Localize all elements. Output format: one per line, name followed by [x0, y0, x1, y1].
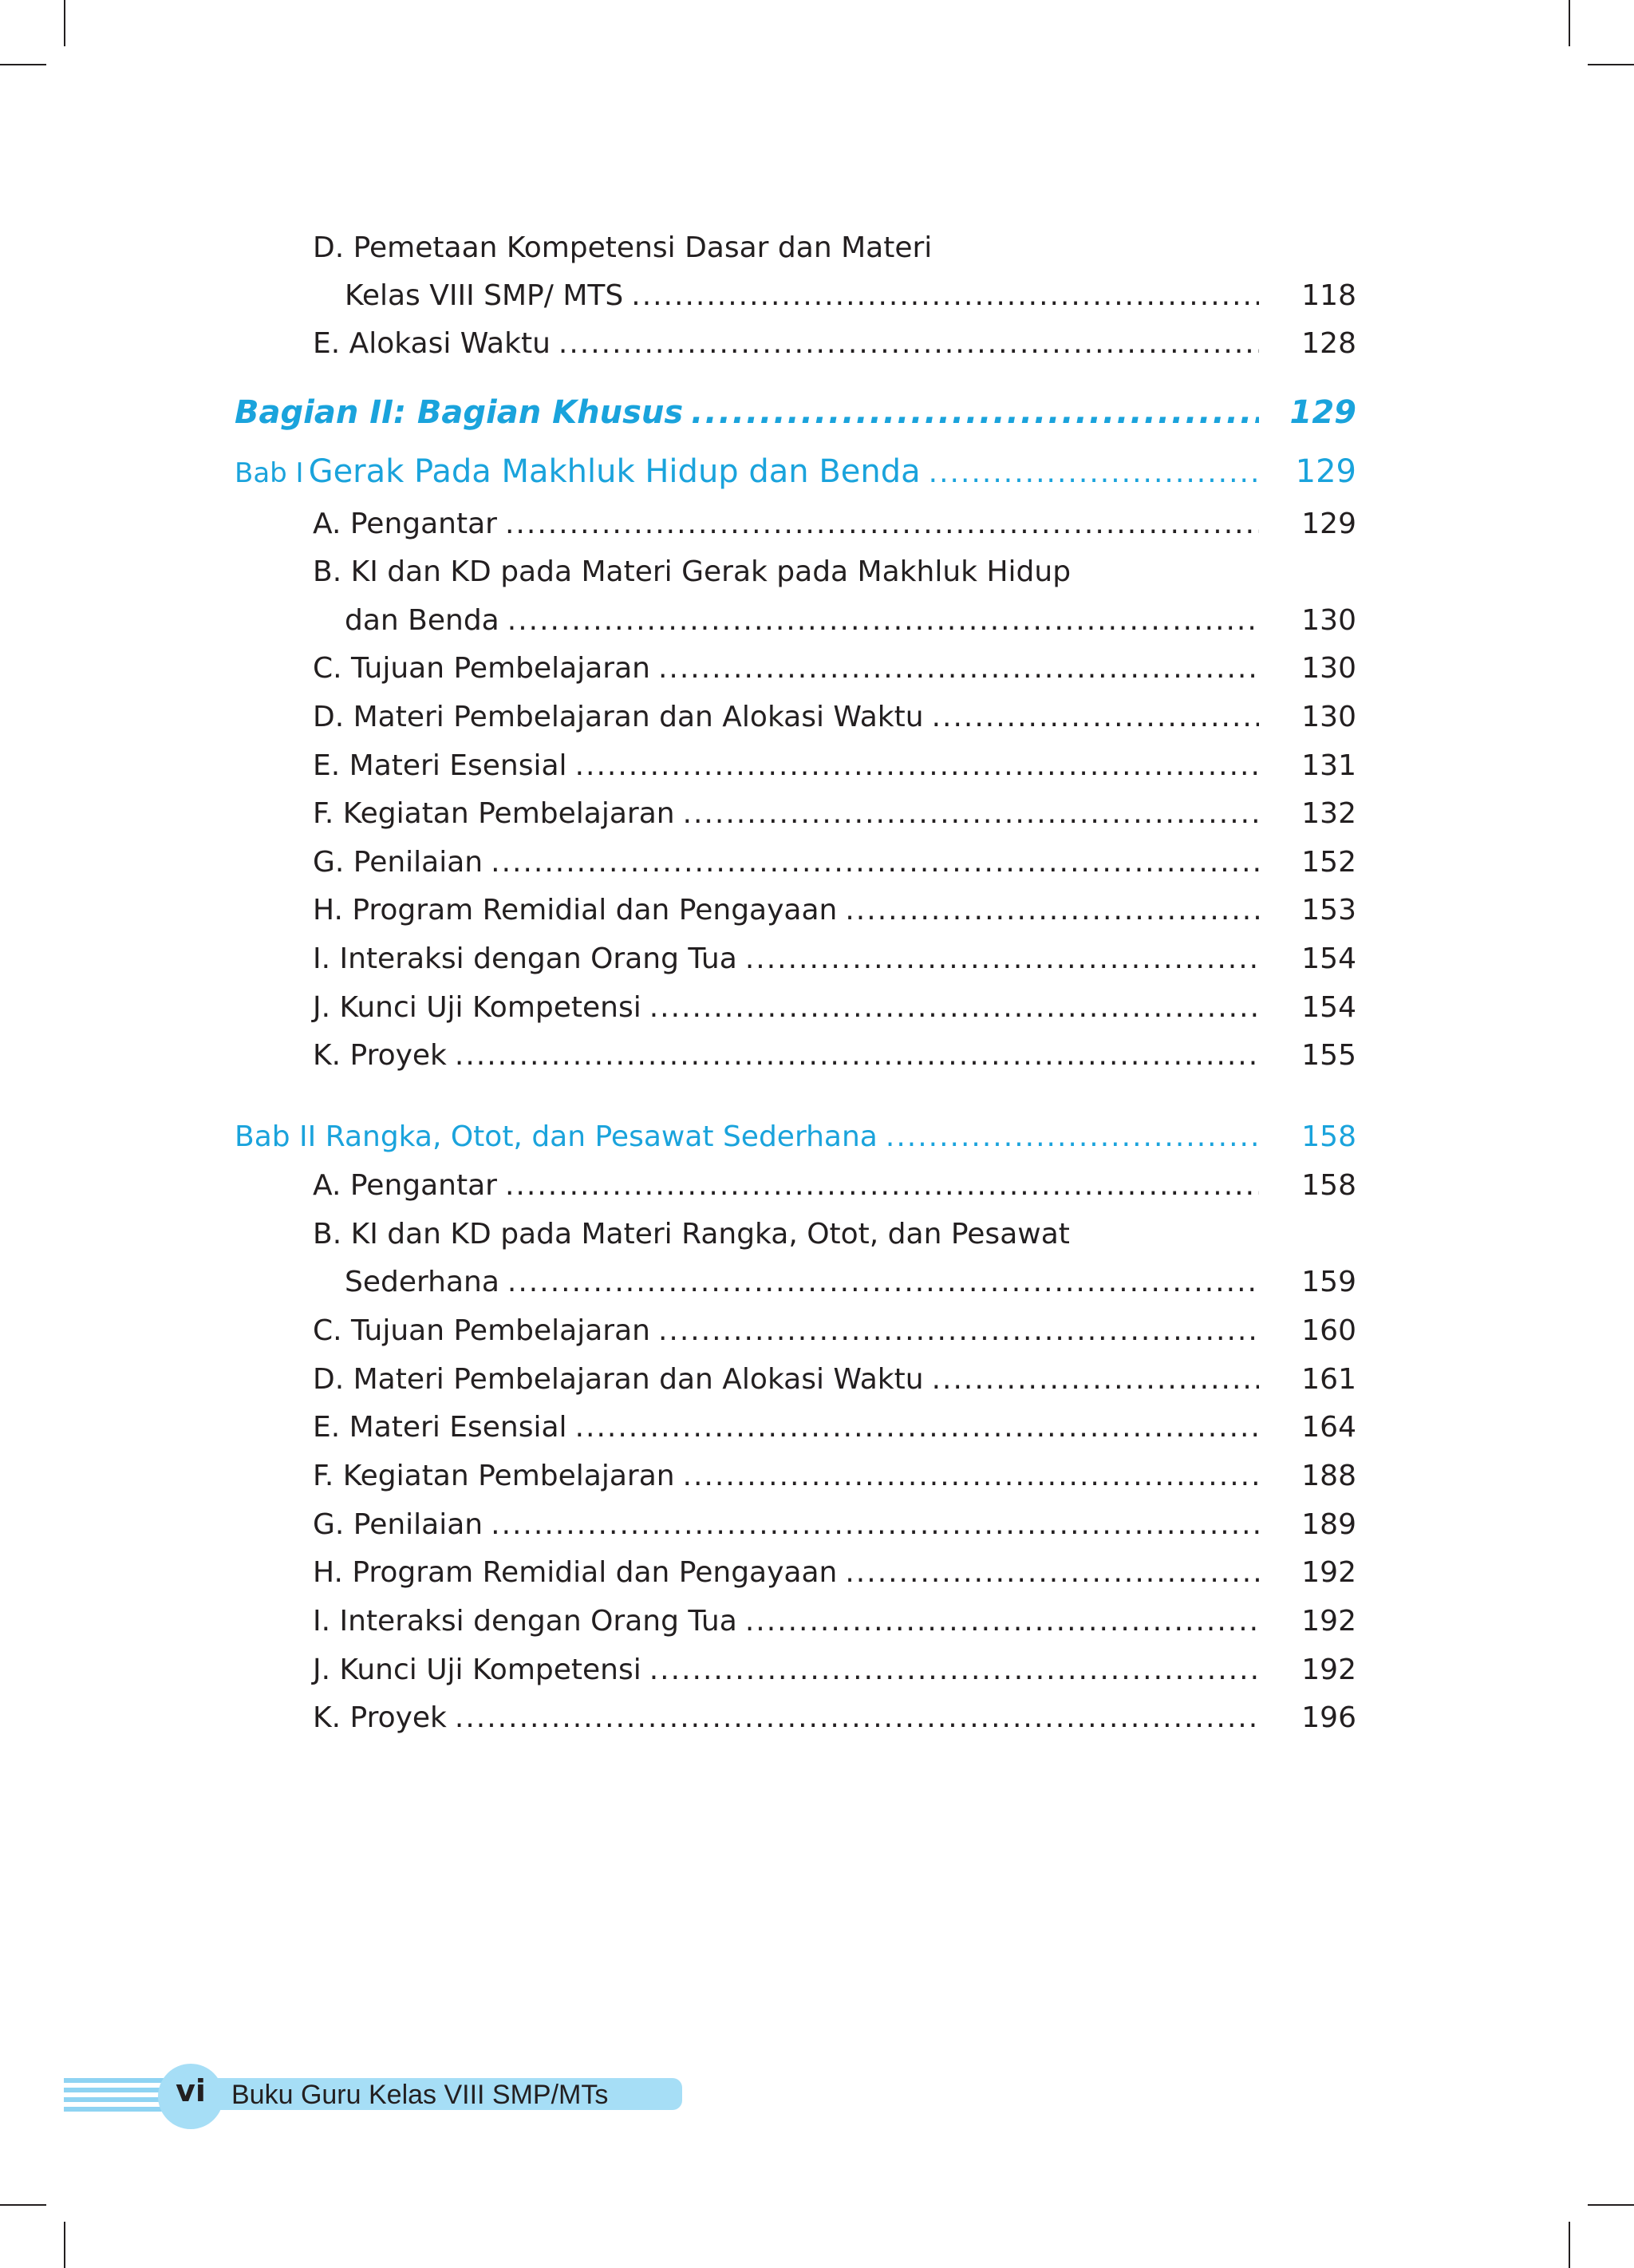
toc-page-number: 158: [1301, 1169, 1356, 1202]
dot-leader: [507, 604, 1259, 637]
crop-mark-top-left-vertical: [64, 0, 65, 46]
toc-chapter-bab-1[interactable]: [235, 453, 1356, 490]
dot-leader: [929, 456, 1259, 489]
toc-entry-label: C. Tujuan Pembelajaran: [313, 652, 650, 685]
toc-entry-e-alokasi[interactable]: [313, 327, 1356, 360]
toc-page-number: 129: [1289, 394, 1356, 431]
dot-leader: [683, 1460, 1259, 1492]
dot-leader: [505, 508, 1259, 540]
toc-entry[interactable]: [313, 749, 1356, 782]
book-title: Buku Guru Kelas VIII SMP/MTs: [231, 2080, 609, 2110]
dot-leader: [505, 1169, 1259, 1202]
toc-entry[interactable]: [313, 991, 1356, 1024]
toc-entry-label: B. KI dan KD pada Materi Gerak pada Makhluk Hidup: [313, 555, 1072, 588]
toc-entry-label: H. Program Remidial dan Pengayaan: [313, 1556, 838, 1589]
dot-leader: [455, 1701, 1259, 1734]
toc-entry-label: K. Proyek: [313, 1701, 447, 1734]
toc-entry[interactable]: [313, 1266, 1356, 1298]
toc-entry-d-pemetaan-line2[interactable]: [313, 279, 1356, 312]
dot-leader: [886, 1120, 1259, 1153]
toc-entry[interactable]: [313, 942, 1356, 975]
toc-page-number: 118: [1301, 279, 1356, 312]
toc-entry-label: Kelas VIII SMP/ MTS: [345, 279, 624, 312]
toc-page-number: 189: [1301, 1508, 1356, 1541]
toc-page-number: 154: [1301, 942, 1356, 975]
toc-entry-label: F. Kegiatan Pembelajaran: [313, 797, 675, 830]
toc-chapter-bab-2[interactable]: [235, 1120, 1356, 1153]
toc-entry[interactable]: [313, 1556, 1356, 1589]
crop-mark-bottom-left-vertical: [64, 2222, 65, 2268]
toc-page-number: 158: [1301, 1120, 1356, 1153]
dot-leader: [575, 1411, 1259, 1444]
toc-entry: [313, 1218, 1356, 1251]
toc-chapter-title: Bab II Rangka, Otot, dan Pesawat Sederhana: [235, 1120, 878, 1153]
dot-leader: [932, 701, 1259, 733]
toc-entry[interactable]: [313, 508, 1356, 540]
toc-entry-label: dan Benda: [345, 604, 499, 637]
toc-page-number: 129: [1295, 453, 1356, 490]
toc-entry-label: E. Alokasi Waktu: [313, 327, 551, 360]
toc-entry: [313, 555, 1356, 588]
toc-entry-label: A. Pengantar: [313, 1169, 497, 1202]
crop-mark-top-right-vertical: [1569, 0, 1570, 46]
dot-leader: [631, 279, 1259, 312]
toc-page-number: 155: [1301, 1039, 1356, 1072]
dot-leader: [507, 1266, 1259, 1298]
toc-entry-label: D. Materi Pembelajaran dan Alokasi Waktu: [313, 1363, 924, 1396]
toc-entry-label: K. Proyek: [313, 1039, 447, 1072]
toc-entry-label: I. Interaksi dengan Orang Tua: [313, 942, 737, 975]
footer-stripe: [64, 2078, 168, 2083]
toc-entry-label: J. Kunci Uji Kompetensi: [313, 1654, 641, 1686]
toc-page-number: 192: [1301, 1654, 1356, 1686]
toc-entry-label: J. Kunci Uji Kompetensi: [313, 991, 641, 1024]
crop-mark-top-right-horizontal: [1588, 64, 1634, 65]
toc-entry-label: G. Penilaian: [313, 1508, 483, 1541]
footer-stripe: [64, 2088, 168, 2092]
toc-entry-label: F. Kegiatan Pembelajaran: [313, 1460, 675, 1492]
toc-page-number: 161: [1301, 1363, 1356, 1396]
toc-entry[interactable]: [313, 1508, 1356, 1541]
dot-leader: [845, 1556, 1259, 1589]
footer-stripe: [64, 2107, 168, 2112]
toc-page-number: 154: [1301, 991, 1356, 1024]
crop-mark-top-left-horizontal: [0, 64, 46, 65]
toc-entry-d-pemetaan-line1: [313, 231, 1356, 264]
toc-entry[interactable]: [313, 894, 1356, 927]
crop-mark-bottom-right-horizontal: [1588, 2204, 1634, 2206]
toc-entry-label: E. Materi Esensial: [313, 749, 567, 782]
dot-leader: [491, 846, 1259, 879]
toc-entry-label: Sederhana: [345, 1266, 499, 1298]
toc-part-bagian-2[interactable]: [235, 394, 1356, 431]
dot-leader: [649, 1654, 1259, 1686]
toc-page-number: 164: [1301, 1411, 1356, 1444]
toc-page-number: 196: [1301, 1701, 1356, 1734]
toc-entry-label: E. Materi Esensial: [313, 1411, 567, 1444]
toc-entry-label: D. Pemetaan Kompetensi Dasar dan Materi: [313, 231, 933, 264]
dot-leader: [649, 991, 1259, 1024]
toc-page-number: 159: [1301, 1266, 1356, 1298]
toc-entry[interactable]: [313, 1654, 1356, 1686]
toc-page-number: 132: [1301, 797, 1356, 830]
toc-entry-label: G. Penilaian: [313, 846, 483, 879]
toc-entry-label: A. Pengantar: [313, 508, 497, 540]
dot-leader: [455, 1039, 1259, 1072]
dot-leader: [932, 1363, 1259, 1396]
dot-leader: [658, 1314, 1259, 1347]
toc-page-number: 129: [1301, 508, 1356, 540]
toc-chapter-title: Gerak Pada Makhluk Hidup dan Benda: [308, 453, 921, 490]
toc-entry[interactable]: [313, 604, 1356, 637]
toc-entry-label: C. Tujuan Pembelajaran: [313, 1314, 650, 1347]
toc-entry[interactable]: [313, 797, 1356, 830]
toc-entry[interactable]: [313, 846, 1356, 879]
dot-leader: [845, 894, 1259, 927]
footer-stripe: [64, 2097, 168, 2102]
toc-entry[interactable]: [313, 701, 1356, 733]
toc-page-number: 131: [1301, 749, 1356, 782]
toc-entry[interactable]: [313, 1363, 1356, 1396]
toc-chapter-prefix: Bab I: [235, 457, 304, 489]
crop-mark-bottom-left-horizontal: [0, 2204, 46, 2206]
toc-entry[interactable]: [313, 1039, 1356, 1072]
dot-leader: [745, 942, 1259, 975]
toc-part-label: Bagian II: Bagian Khusus: [235, 394, 684, 431]
toc-entry-label: D. Materi Pembelajaran dan Alokasi Waktu: [313, 701, 924, 733]
toc-page-number: 160: [1301, 1314, 1356, 1347]
toc-page-number: 128: [1301, 327, 1356, 360]
dot-leader: [491, 1508, 1259, 1541]
page-number: vi: [176, 2073, 206, 2108]
dot-leader: [558, 327, 1259, 360]
dot-leader: [658, 652, 1259, 685]
dot-leader: [691, 394, 1259, 431]
toc-page-number: 130: [1301, 652, 1356, 685]
toc-entry-label: B. KI dan KD pada Materi Rangka, Otot, dan Pesawat: [313, 1218, 1070, 1251]
toc-entry[interactable]: [313, 1701, 1356, 1734]
toc-page-number: 152: [1301, 846, 1356, 879]
toc-page-number: 130: [1301, 604, 1356, 637]
toc-page-number: 192: [1301, 1605, 1356, 1638]
page-footer: [64, 2061, 622, 2124]
toc-entry[interactable]: [313, 652, 1356, 685]
toc-page-number: 188: [1301, 1460, 1356, 1492]
toc-page-number: 192: [1301, 1556, 1356, 1589]
toc-entry[interactable]: [313, 1169, 1356, 1202]
toc-entry[interactable]: [313, 1314, 1356, 1347]
toc-entry-label: I. Interaksi dengan Orang Tua: [313, 1605, 737, 1638]
toc-entry[interactable]: [313, 1411, 1356, 1444]
toc-entry-label: H. Program Remidial dan Pengayaan: [313, 894, 838, 927]
dot-leader: [683, 797, 1259, 830]
dot-leader: [575, 749, 1259, 782]
toc-page-number: 130: [1301, 701, 1356, 733]
crop-mark-bottom-right-vertical: [1569, 2222, 1570, 2268]
toc-entry[interactable]: [313, 1460, 1356, 1492]
toc-page-number: 153: [1301, 894, 1356, 927]
dot-leader: [745, 1605, 1259, 1638]
toc-entry[interactable]: [313, 1605, 1356, 1638]
